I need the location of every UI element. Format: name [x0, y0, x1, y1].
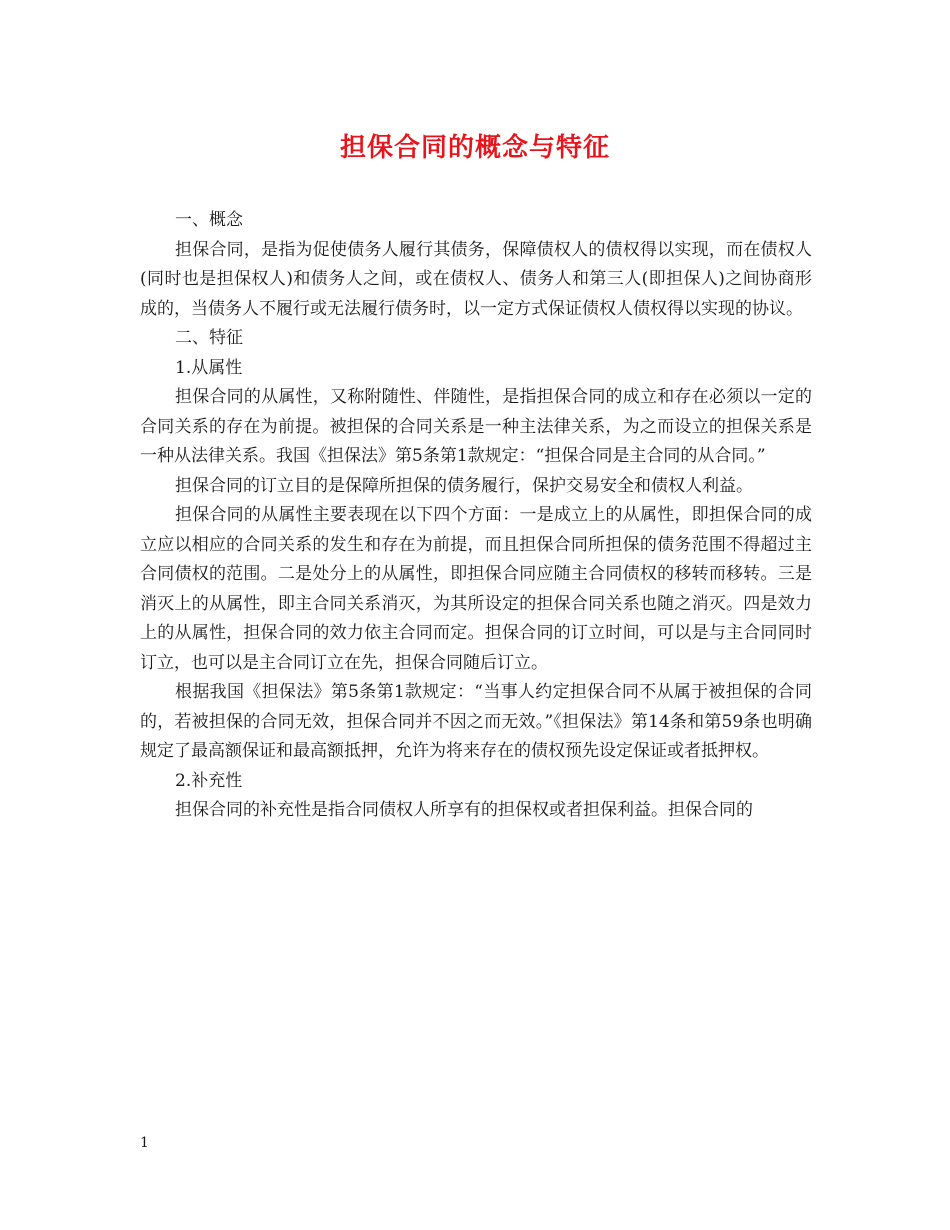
paragraph-definition: 担保合同，是指为促使债务人履行其债务，保障债权人的债权得以实现，而在债权人(同时也是担保权人)和债务人之间，或在债权人、债务人和第三人(即担保人)之间协商形成的，当债务人不履行或无法履行债务时，以一定方式保证债权人债权得以实现的协议。 — [140, 239, 812, 319]
paragraph-purpose: 担保合同的订立目的是保障所担保的债务履行，保护交易安全和债权人利益。 — [175, 475, 753, 496]
subheading-supplementary: 2.补充性 — [175, 770, 243, 791]
paragraph-legal-basis: 根据我国《担保法》第5条第1款规定：“当事人约定担保合同不从属于被担保的合同的，若被担保的合同无效，担保合同并不因之而无效。”《担保法》第14条和第59条也明确规定了最高额保证和最高额抵押，允许为将来存在的债权预先设定保证或者抵押权。 — [140, 682, 812, 761]
subheading-accessory: 1.从属性 — [175, 357, 243, 378]
page-number: 1 — [140, 1135, 149, 1151]
paragraph-four-aspects: 担保合同的从属性主要表现在以下四个方面：一是成立上的从属性，即担保合同的成立应以相应的合同关系的发生和存在为前提，而且担保合同所担保的债务范围不得超过主合同债权的范围。二是处分上的从属性，即担保合同应随主合同债权的移转而移转。三是消灭上的从属性，即主合同关系消灭，为其所设定的担保合同关系也随之消灭。四是效力上的从属性，担保合同的效力依主合同而定。担保合同的订立时间，可以是与主合同同时订立，也可以是主合同订立在先，担保合同随后订立。 — [140, 505, 812, 673]
paragraph-supplementary: 担保合同的补充性是指合同债权人所享有的担保权或者担保利益。担保合同的 — [175, 800, 753, 820]
paragraph-accessory-definition: 担保合同的从属性，又称附随性、伴随性，是指担保合同的成立和存在必须以一定的合同关系的存在为前提。被担保的合同关系是一种主法律关系，为之而设立的担保关系是一种从法律关系。我国《担保法》第5条第1款规定：“担保合同是主合同的从合同。” — [140, 387, 812, 466]
section-heading-features: 二、特征 — [175, 328, 243, 348]
document-body — [140, 206, 812, 826]
document-title: 担保合同的概念与特征 — [339, 133, 610, 163]
section-heading-concept: 一、概念 — [175, 210, 243, 230]
